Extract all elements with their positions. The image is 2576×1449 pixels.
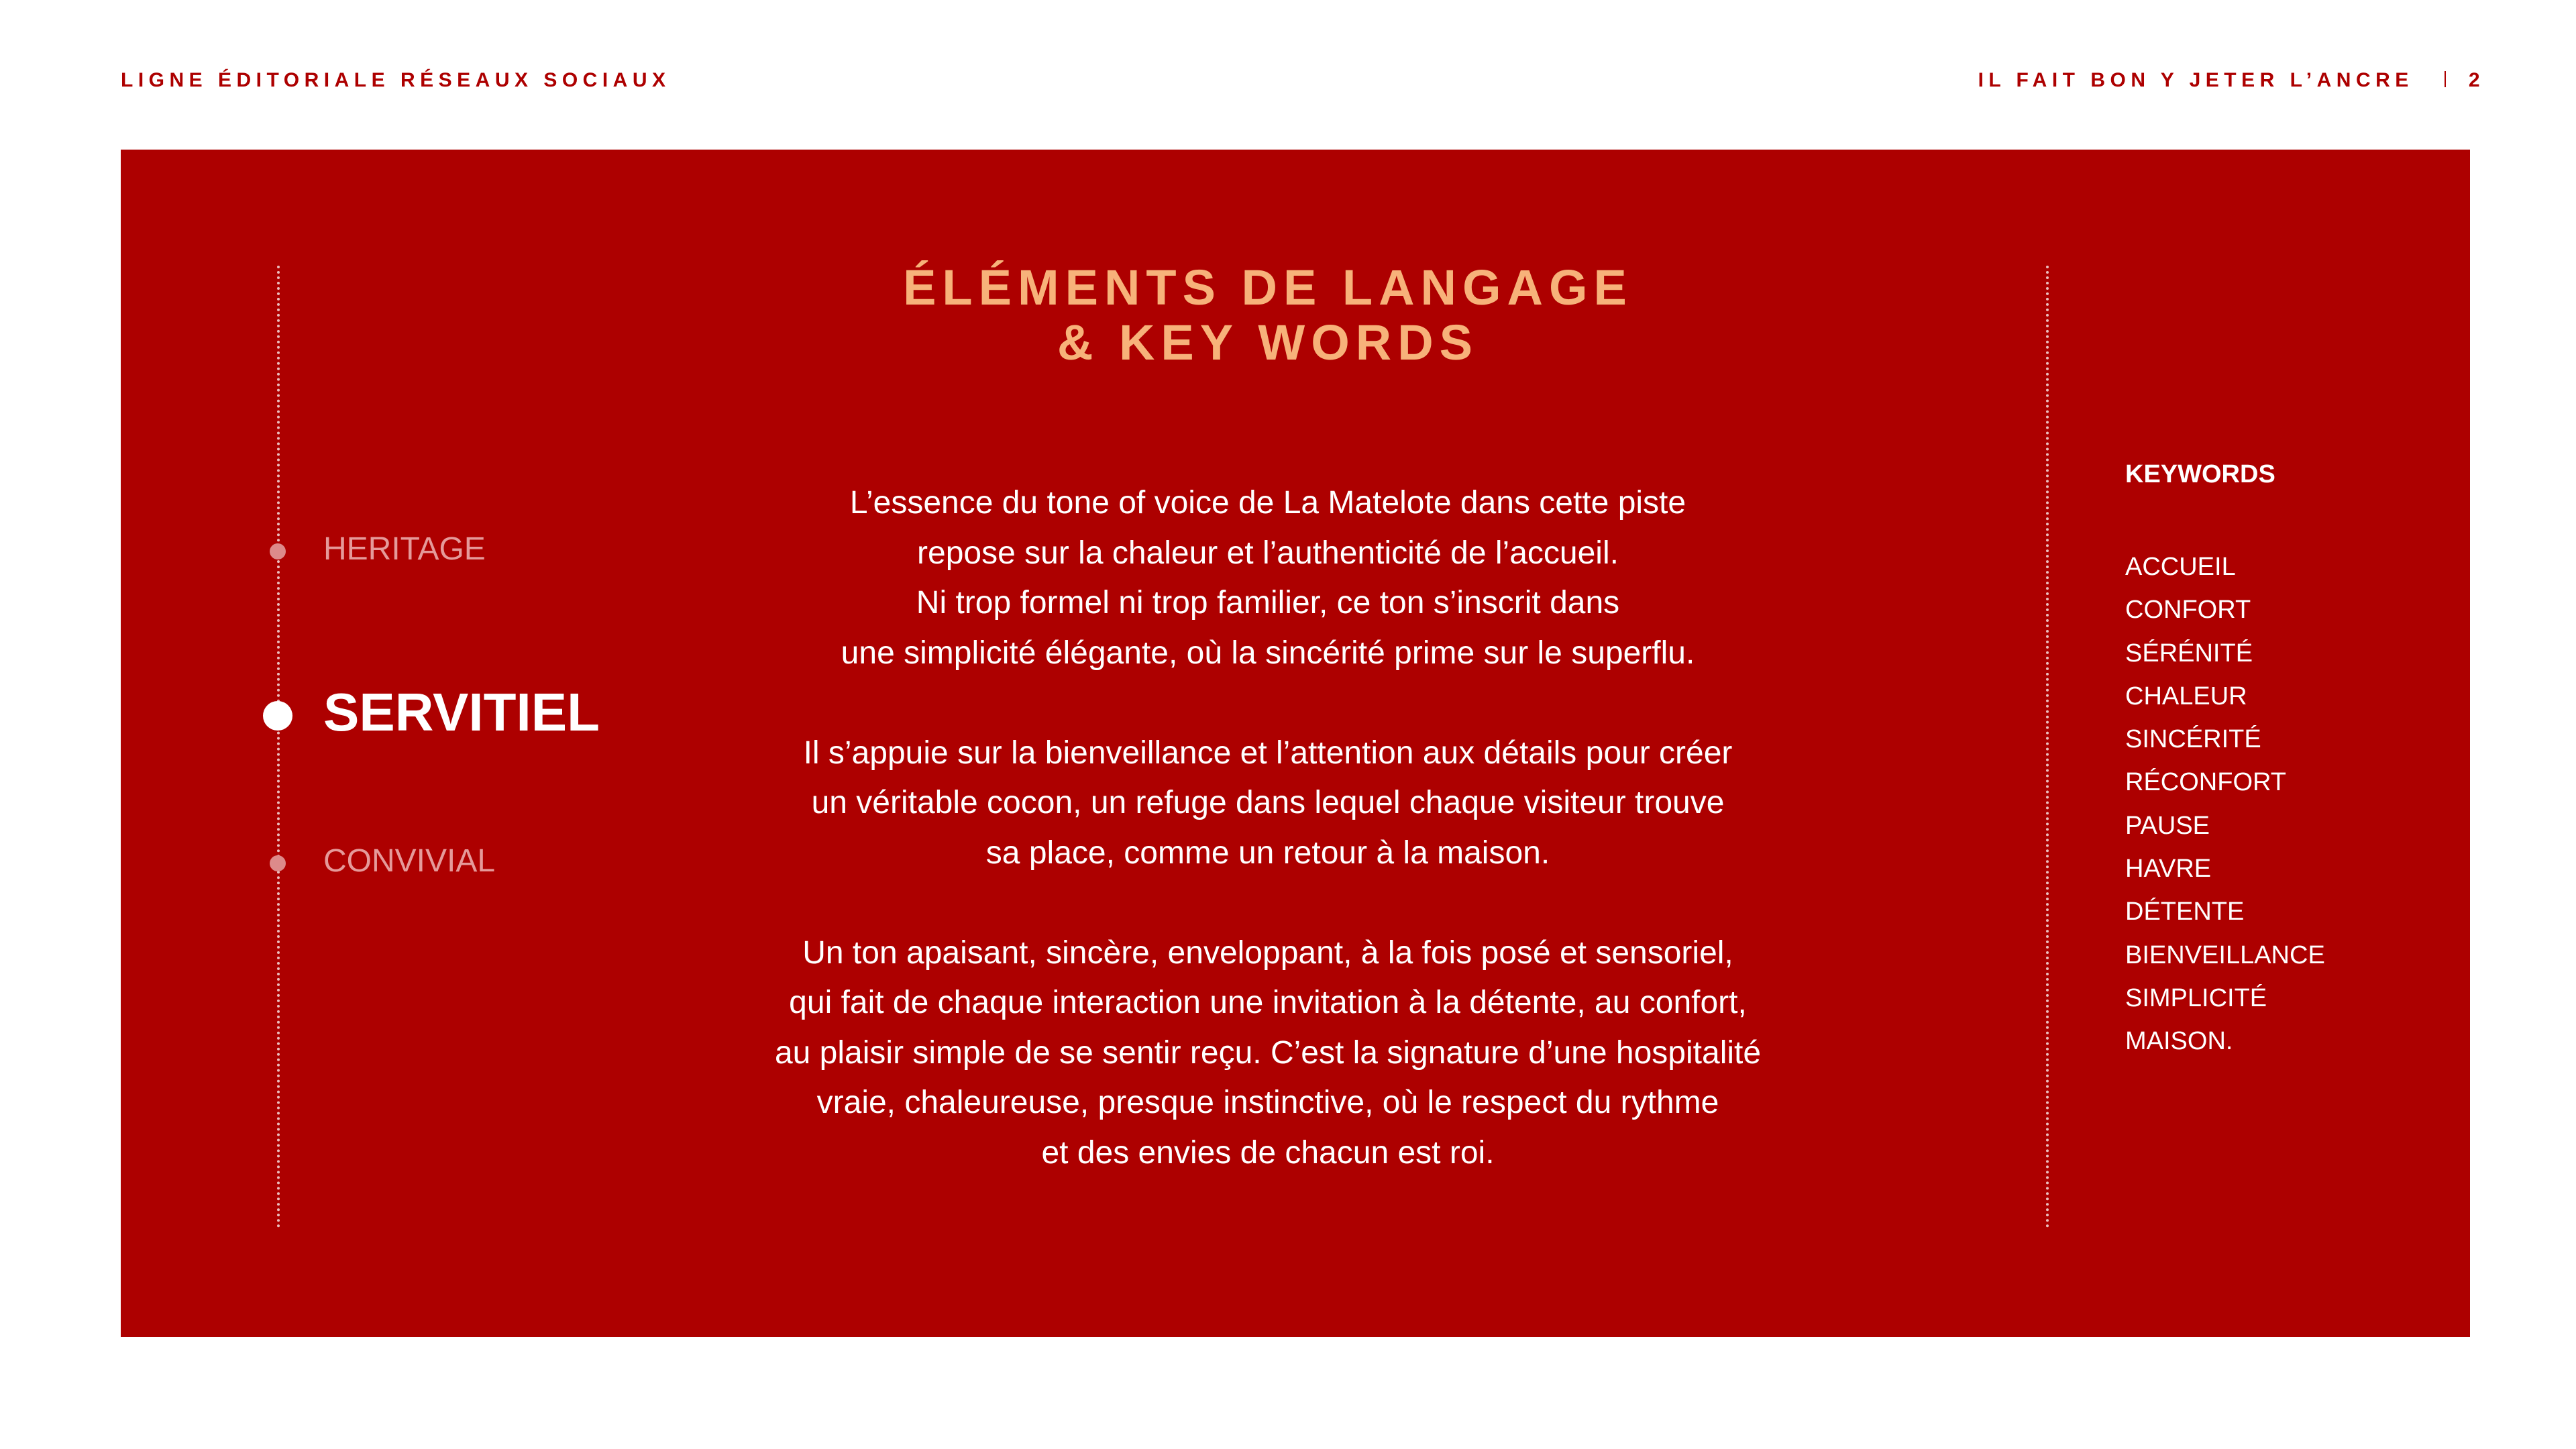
keyword-item: SIMPLICITÉ [2125,983,2267,1012]
keyword-item: HAVRE [2125,855,2212,883]
nav-item-servitiel: SERVITIEL [323,682,600,742]
keyword-item: BIENVEILLANCE [2125,941,2325,969]
content-panel [121,150,2470,1337]
keyword-item: DÉTENTE [2125,898,2245,926]
paragraph-line: un véritable cocon, un refuge dans lequel chaque visiteur trouve [811,785,1725,820]
keyword-item: CHALEUR [2125,682,2247,710]
keyword-item: MAISON. [2125,1027,2233,1056]
header-divider [2445,71,2446,87]
paragraph-line: sa place, comme un retour à la maison. [985,835,1550,871]
keyword-item: PAUSE [2125,811,2210,840]
paragraph-line: qui fait de chaque interaction une invitation à la détente, au confort, [789,985,1747,1020]
paragraph-line: vraie, chaleureuse, presque instinctive, où le respect du rythme [816,1085,1719,1120]
section-title-line: ÉLÉMENTS DE LANGAGE [903,260,1633,315]
document-tagline: IL FAIT BON Y JETER L’ANCRE [1978,69,2414,91]
paragraph-line: Un ton apaisant, sincère, enveloppant, à la fois posé et sensoriel, [802,934,1733,971]
keywords-title: KEYWORDS [2125,460,2275,488]
nav-item-heritage: HERITAGE [323,531,486,567]
timeline-dot-heritage [270,543,286,559]
keyword-item: SÉRÉNITÉ [2125,639,2253,667]
paragraph-line: et des envies de chacun est roi. [1041,1134,1495,1171]
paragraph-line: une simplicité élégante, où la sincérité prime sur le superflu. [841,635,1695,671]
body-text [644,478,1892,1178]
keyword-item: CONFORT [2125,596,2251,625]
paragraph [644,729,1892,879]
nav-item-convivial: CONVIVIAL [323,843,496,879]
paragraph-line: Ni trop formel ni trop familier, ce ton s’inscrit dans [916,585,1620,621]
keyword-item: RÉCONFORT [2125,768,2286,797]
section-title-line: & KEY WORDS [1057,315,1479,370]
document-header-right [1978,69,2485,92]
timeline-dotted-line [277,266,280,1228]
keywords-list [2125,545,2325,1063]
page-number: 2 [2468,69,2485,91]
timeline-dot-convivial [270,855,286,871]
keyword-item: ACCUEIL [2125,553,2236,581]
section-title [644,260,1892,370]
paragraph-line: Il s’appuie sur la bienveillance et l’attention aux détails pour créer [803,735,1733,771]
paragraph [644,928,1892,1179]
paragraph-line: L’essence du tone of voice de La Matelote dans cette piste [849,485,1686,521]
paragraph-line: repose sur la chaleur et l’authenticité de l’accueil. [917,535,1619,571]
document-section-title: LIGNE ÉDITORIALE RÉSEAUX SOCIAUX [121,69,671,91]
timeline-dot-servitiel [263,701,292,731]
paragraph-line: au plaisir simple de se sentir reçu. C’est la signature d’une hospitalité [774,1034,1762,1071]
keyword-item: SINCÉRITÉ [2125,725,2261,754]
keywords-dotted-divider [2046,266,2049,1228]
paragraph [644,478,1892,678]
